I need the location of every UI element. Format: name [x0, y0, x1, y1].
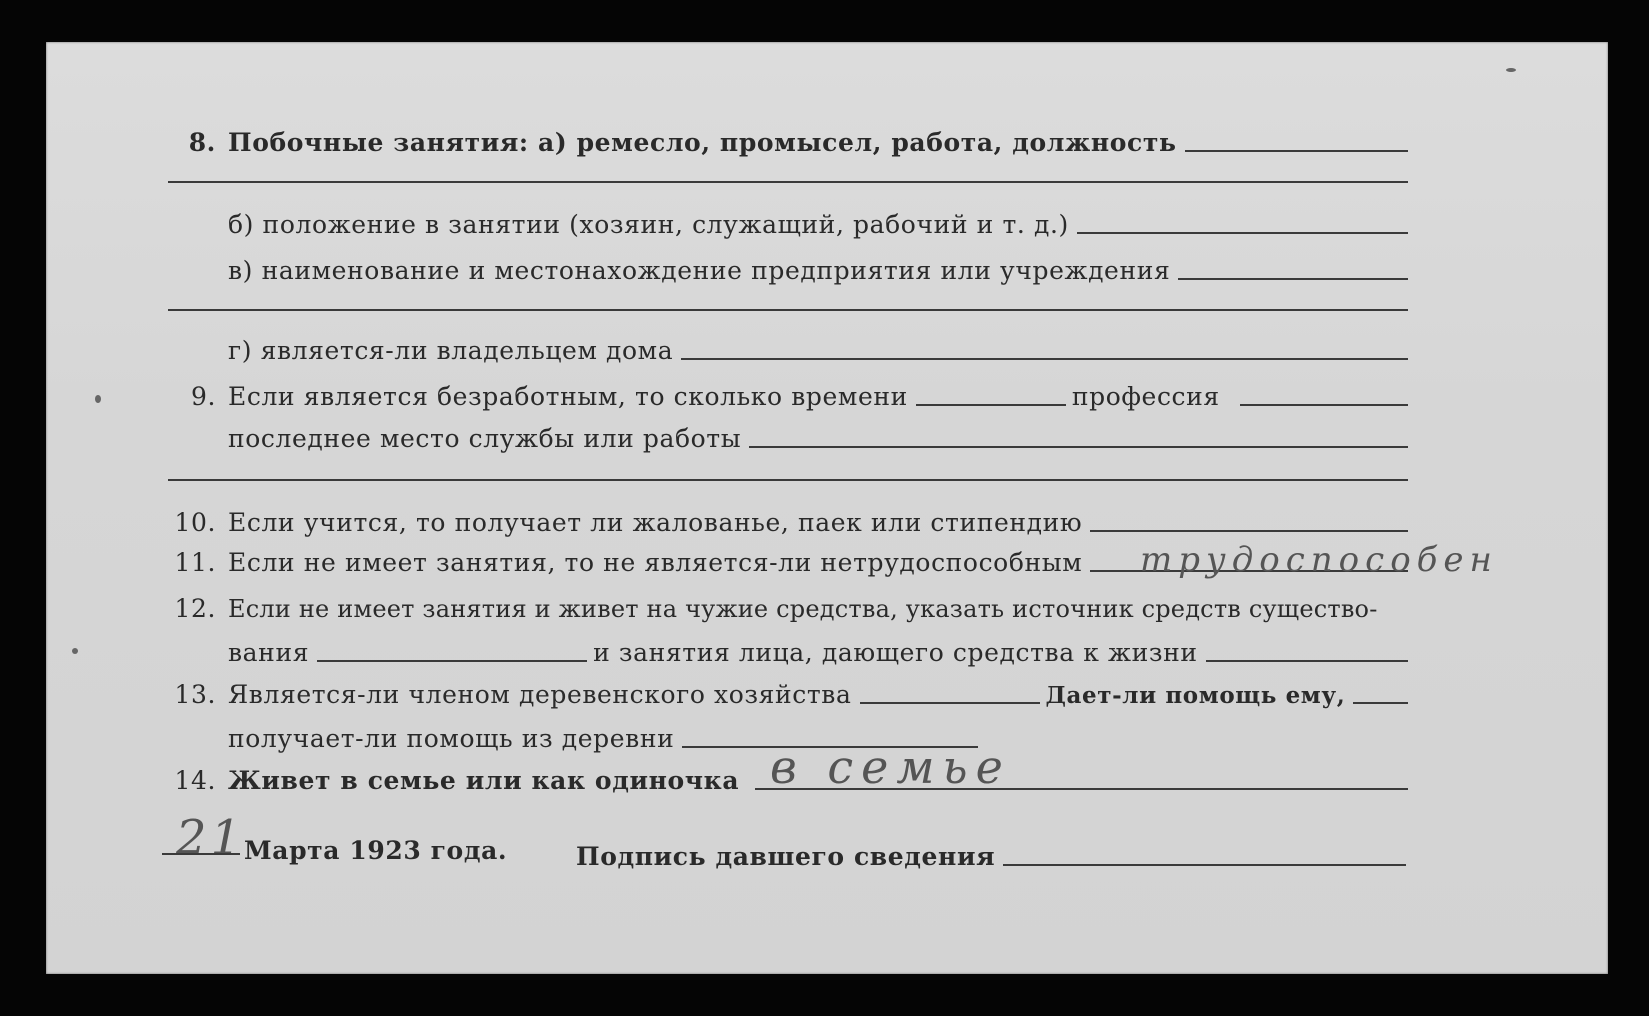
q13-help-line — [1353, 702, 1408, 704]
footer-signature-row — [576, 842, 1406, 871]
q10-answer-line — [1090, 530, 1408, 532]
footer-day-line — [162, 853, 240, 855]
q12-source-line — [317, 660, 587, 662]
q13-row — [168, 680, 1408, 709]
q8v-continuation-line — [168, 309, 1408, 311]
q13-label: Является-ли членом деревенского хозяйства — [228, 680, 852, 709]
q8v-row — [228, 256, 1408, 285]
q12-cont2-label: и занятия лица, дающего средства к жизни — [593, 638, 1198, 667]
q8-number: 8. — [188, 128, 216, 157]
paper-speck — [95, 395, 101, 403]
q12-occupation-line — [1206, 660, 1408, 662]
q9-continuation-line — [168, 479, 1408, 481]
q8b-label: б) положение в занятии (хозяин, служащий, рабочий и т. д.) — [228, 210, 1069, 239]
q10-row — [168, 508, 1408, 537]
q14-label: Живет в семье или как одиночка — [228, 766, 740, 795]
q13-member-line — [860, 702, 1040, 704]
q8-answer-line — [1185, 150, 1408, 152]
q14-number: 14. — [174, 766, 216, 795]
q8-continuation-line — [168, 181, 1408, 183]
q10-number: 10. — [174, 508, 216, 537]
footer-date-row — [244, 836, 507, 865]
q8g-answer-line — [681, 358, 1408, 360]
paper-speck — [1506, 68, 1516, 72]
q9-last-label: последнее место службы или работы — [228, 424, 742, 453]
q8-row — [186, 128, 1408, 157]
q9-row — [186, 382, 1408, 411]
q13-help-label: Дает-ли помощь ему, — [1045, 682, 1346, 709]
q8b-answer-line — [1077, 232, 1408, 234]
q12-cont-row — [228, 638, 1408, 667]
q9-duration-line — [916, 404, 1066, 406]
q8g-label: г) является-ли владельцем дома — [228, 336, 674, 365]
q9-number: 9. — [190, 382, 216, 411]
q12-number: 12. — [174, 594, 216, 623]
q8-label: Побочные занятия: а) ремесло, промысел, работа, должность — [228, 128, 1177, 157]
q8g-row — [228, 336, 1408, 365]
q13-recv-label: получает-ли помощь из деревни — [228, 724, 675, 753]
q9-last-line — [749, 446, 1408, 448]
q9-profession-label: профессия — [1071, 382, 1220, 411]
q13-number: 13. — [174, 680, 216, 709]
q8b-row — [228, 210, 1408, 239]
q14-handwritten-answer: в семье — [770, 740, 1011, 794]
q11-number: 11. — [174, 548, 216, 577]
footer-signature-line — [1003, 864, 1406, 866]
paper-speck — [72, 648, 78, 654]
q11-handwritten-answer: трудоспособен — [1140, 540, 1498, 580]
q9-profession-line — [1240, 404, 1408, 406]
q12-label: Если не имеет занятия и живет на чужие средства, указать источник средств существо- — [228, 595, 1378, 623]
q9-label: Если является безработным, то сколько времени — [228, 382, 908, 411]
q12-cont-label: вания — [228, 638, 310, 667]
q11-label: Если не имеет занятия, то не является-ли нетрудоспособным — [228, 548, 1083, 577]
footer-signature-label: Подпись давшего сведения — [576, 842, 996, 871]
q8v-answer-line — [1178, 278, 1408, 280]
q9-last-row — [228, 424, 1408, 453]
q12-row — [168, 594, 1408, 623]
footer-date: Марта 1923 года. — [244, 836, 508, 865]
q8v-label: в) наименование и местонахождение предприятия или учреждения — [228, 256, 1171, 285]
q10-label: Если учится, то получает ли жалованье, паек или стипендию — [228, 508, 1083, 537]
footer-day-handwritten: 21 — [176, 810, 246, 866]
